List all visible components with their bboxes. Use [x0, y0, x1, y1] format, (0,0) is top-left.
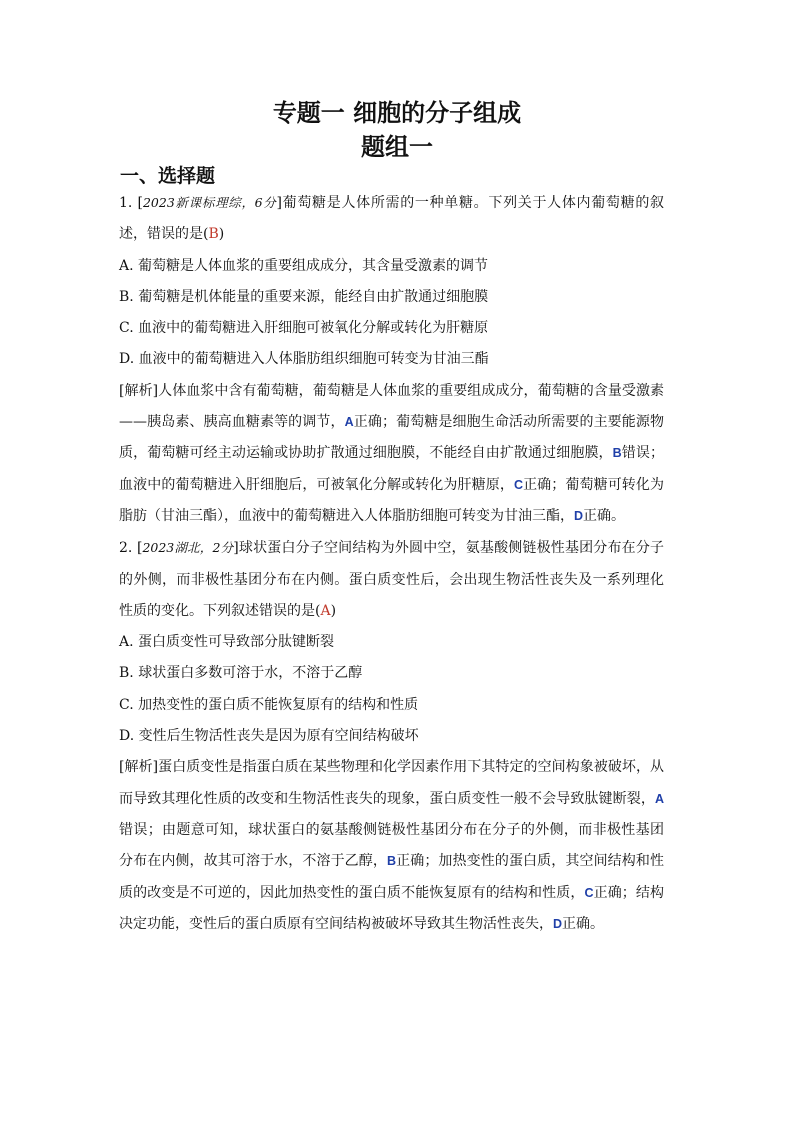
option-letter: C	[513, 477, 523, 492]
analysis-text: 正确；加热变性的蛋白质，其空间结构和性质的改变是不可逆的，因此加热变性的蛋白质不能恢复原有的结构和性质，	[119, 853, 664, 901]
question-text: 球状蛋白分子空间结构为外圆中空，氨基酸侧链极性基团分布在分子的外侧，而非极性基团分布在内侧。蛋白质变性后，会出现生物活性丧失及一系列理化性质的变化。下列叙述错误的是	[119, 540, 665, 619]
document-body	[119, 187, 664, 940]
analysis-text: 正确；葡萄糖可转化为脂肪（甘油三酯），血液中的葡萄糖进入人体脂肪细胞可转变为甘油三酯，	[119, 476, 665, 524]
analysis-text: 错误；血液中的葡萄糖进入肝细胞后，可被氧化分解或转化为肝糖原，	[119, 445, 665, 493]
question-bracket-close: ]	[233, 540, 239, 557]
option-c: C. 血液中的葡萄糖进入肝细胞可被氧化分解或转化为肝糖原	[119, 320, 489, 337]
analysis-text: 正确。	[583, 507, 626, 524]
analysis-label: [解析]	[119, 382, 159, 399]
question-bracket-open: [	[136, 540, 143, 557]
analysis-text: 蛋白质变性是指蛋白质在某些物理和化学因素作用下其特定的空间构象被破坏，从而导致其理化性质的改变和生物活性丧失的现象，蛋白质变性一般不会导致肽键断裂，	[119, 759, 664, 807]
question-bracket-close: ]	[276, 195, 282, 211]
option-letter: C	[584, 885, 594, 900]
question-number: 1.	[119, 195, 138, 211]
question-stem	[119, 187, 664, 251]
option-letter: A	[654, 791, 664, 806]
answer-paren-close: )	[218, 226, 225, 243]
option-d: D. 血液中的葡萄糖进入人体脂肪组织细胞可转变为甘油三酯	[119, 351, 489, 368]
page-title: 专题一 细胞的分子组成	[272, 98, 522, 127]
option-a: A. 蛋白质变性可导致部分肽键断裂	[119, 634, 335, 651]
question-source: 2023湖北，2分	[142, 540, 234, 556]
analysis-text: 正确；结构决定功能，变性后的蛋白质原有空间结构被破坏导致其生物活性丧失，	[119, 884, 665, 932]
answer-paren-open: (	[315, 602, 321, 619]
option-a: A. 葡萄糖是人体血浆的重要组成成分，其含量受激素的调节	[119, 257, 489, 274]
answer-paren-open: (	[203, 226, 209, 243]
analysis	[119, 376, 664, 532]
option-letter: A	[344, 415, 354, 430]
analysis-text: 正确；葡萄糖是细胞生命活动所需要的主要能源物质，葡萄糖可经主动运输或协助扩散通过细胞膜，不能经自由扩散通过细胞膜，	[119, 414, 664, 462]
option-letter: D	[574, 508, 584, 523]
option-letter: B	[386, 854, 397, 869]
analysis	[119, 752, 664, 940]
option-b: B. 球状蛋白多数可溶于水，不溶于乙醇	[119, 665, 363, 682]
option-letter: D	[553, 916, 563, 931]
option-d: D. 变性后生物活性丧失是因为原有空间结构破坏	[119, 728, 419, 745]
question-stem	[119, 532, 664, 627]
option-b: B. 葡萄糖是机体能量的重要来源，能经自由扩散通过细胞膜	[119, 288, 489, 305]
answer-paren-close: )	[330, 602, 337, 619]
answer-key: A	[320, 602, 331, 619]
question-bracket-open: [	[137, 195, 143, 211]
answer-key: B	[208, 226, 219, 243]
analysis-text: 错误；由题意可知，球状蛋白的氨基酸侧链极性基团分布在分子的外侧，而非极性基团分布在内侧，故其可溶于水，不溶于乙醇，	[119, 821, 664, 870]
analysis-text: 人体血浆中含有葡萄糖，葡萄糖是人体血浆的重要组成成分，葡萄糖的含量受激素——胰岛素、胰高血糖素等的调节，	[119, 382, 664, 431]
analysis-text: 正确。	[562, 915, 605, 932]
option-c: C. 加热变性的蛋白质不能恢复原有的结构和性质	[119, 696, 419, 713]
option-letter: B	[612, 446, 622, 461]
page-subtitle: 题组一	[361, 132, 433, 161]
question-source: 2023新课标理综，6分	[142, 195, 277, 210]
question-text: 葡萄糖是人体所需的一种单糖。下列关于人体内葡萄糖的叙述，错误的是	[119, 195, 665, 243]
analysis-label: [解析]	[119, 759, 159, 776]
section-heading: 一、选择题	[120, 165, 216, 187]
question-number: 2.	[119, 540, 137, 557]
